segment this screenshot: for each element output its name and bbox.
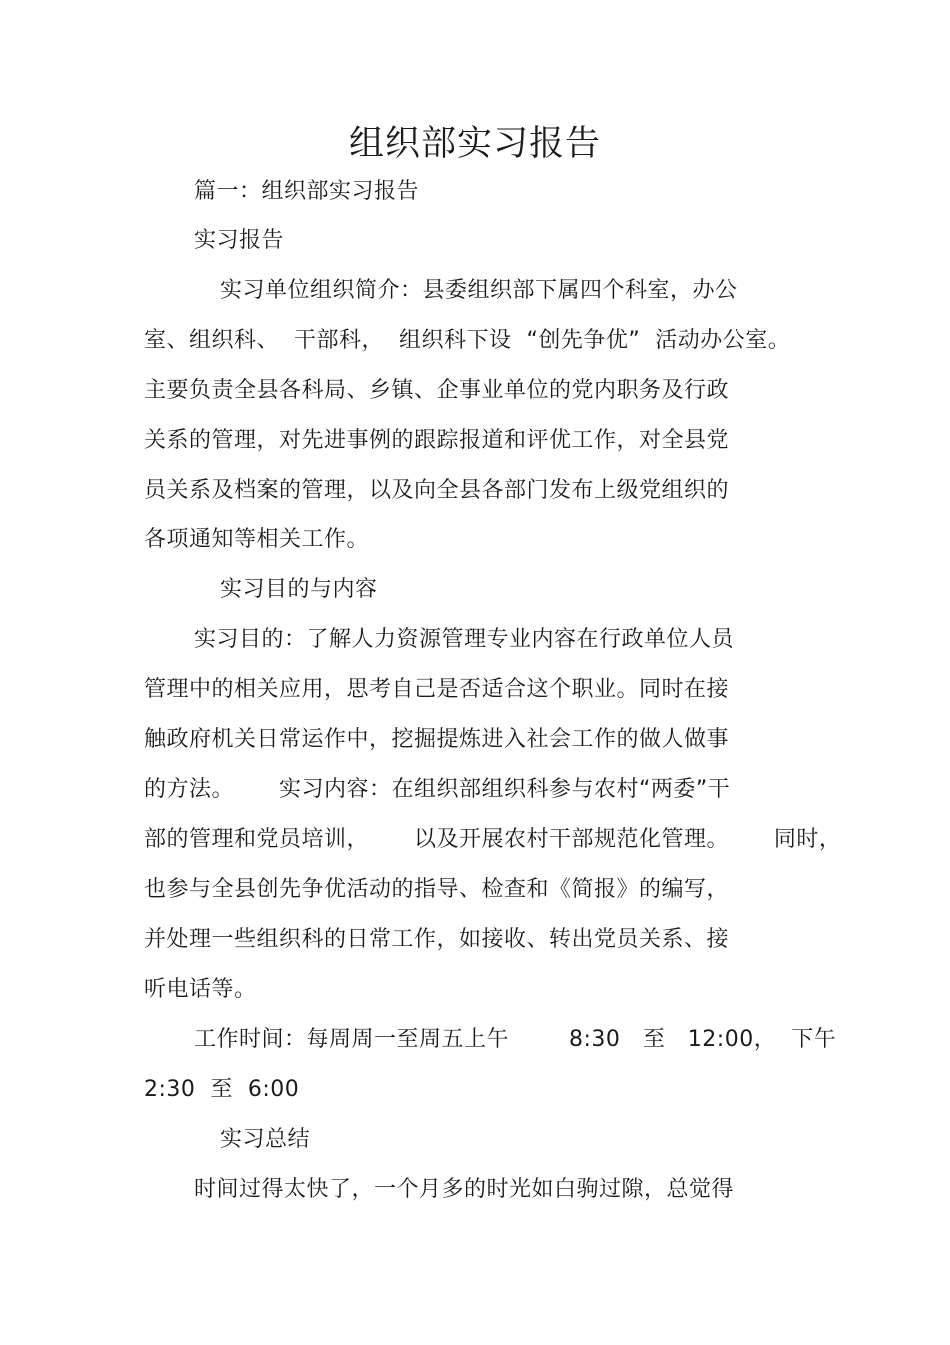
paragraph-line: 实习目的：了解人力资源管理专业内容在行政单位人员 xyxy=(194,627,735,652)
paragraph-line: 主要负责全县各科局、乡镇、企事业单位的党内职务及行政 xyxy=(144,378,730,403)
paragraph-line: 并处理一些组织科的日常工作，如接收、转出党员关系、接 xyxy=(144,927,730,952)
paragraph-line: 时间过得太快了，一个月多的时光如白驹过隙，总觉得 xyxy=(194,1177,735,1202)
paragraph-line: 的方法。 实习内容：在组织部组织科参与农村“两委”干 xyxy=(144,777,731,802)
paragraph-line: 触政府机关日常运作中，挖掘提炼进入社会工作的做人做事 xyxy=(144,727,730,752)
paragraph-line: 室、组织科、 干部科， 组织科下设 “创先争优” 活动办公室。 xyxy=(144,328,791,353)
document-title: 组织部实习报告 xyxy=(348,124,601,164)
section-heading: 实习报告 xyxy=(194,228,285,253)
paragraph-line: 也参与全县创先争优活动的指导、检查和《简报》的编写， xyxy=(144,877,730,902)
paragraph-line: 实习单位组织简介：县委组织部下属四个科室，办公 xyxy=(220,278,738,303)
paragraph-line: 部的管理和党员培训， 以及开展农村干部规范化管理。 同时， xyxy=(144,827,842,852)
paragraph-line: 工作时间：每周周一至周五上午 8:30 至 12:00， 下午 xyxy=(194,1027,837,1052)
section-heading: 实习总结 xyxy=(220,1127,311,1152)
paragraph-line: 2:30 至 6:00 xyxy=(144,1077,300,1102)
subtitle-line: 篇一：组织部实习报告 xyxy=(194,179,420,204)
paragraph-line: 员关系及档案的管理，以及向全县各部门发布上级党组织的 xyxy=(144,478,730,503)
paragraph-line: 各项通知等相关工作。 xyxy=(144,527,370,552)
paragraph-line: 管理中的相关应用，思考自己是否适合这个职业。同时在接 xyxy=(144,677,730,702)
paragraph-line: 关系的管理，对先进事例的跟踪报道和评优工作，对全县党 xyxy=(144,428,730,453)
section-heading: 实习目的与内容 xyxy=(220,577,378,602)
paragraph-line: 听电话等。 xyxy=(144,977,257,1002)
